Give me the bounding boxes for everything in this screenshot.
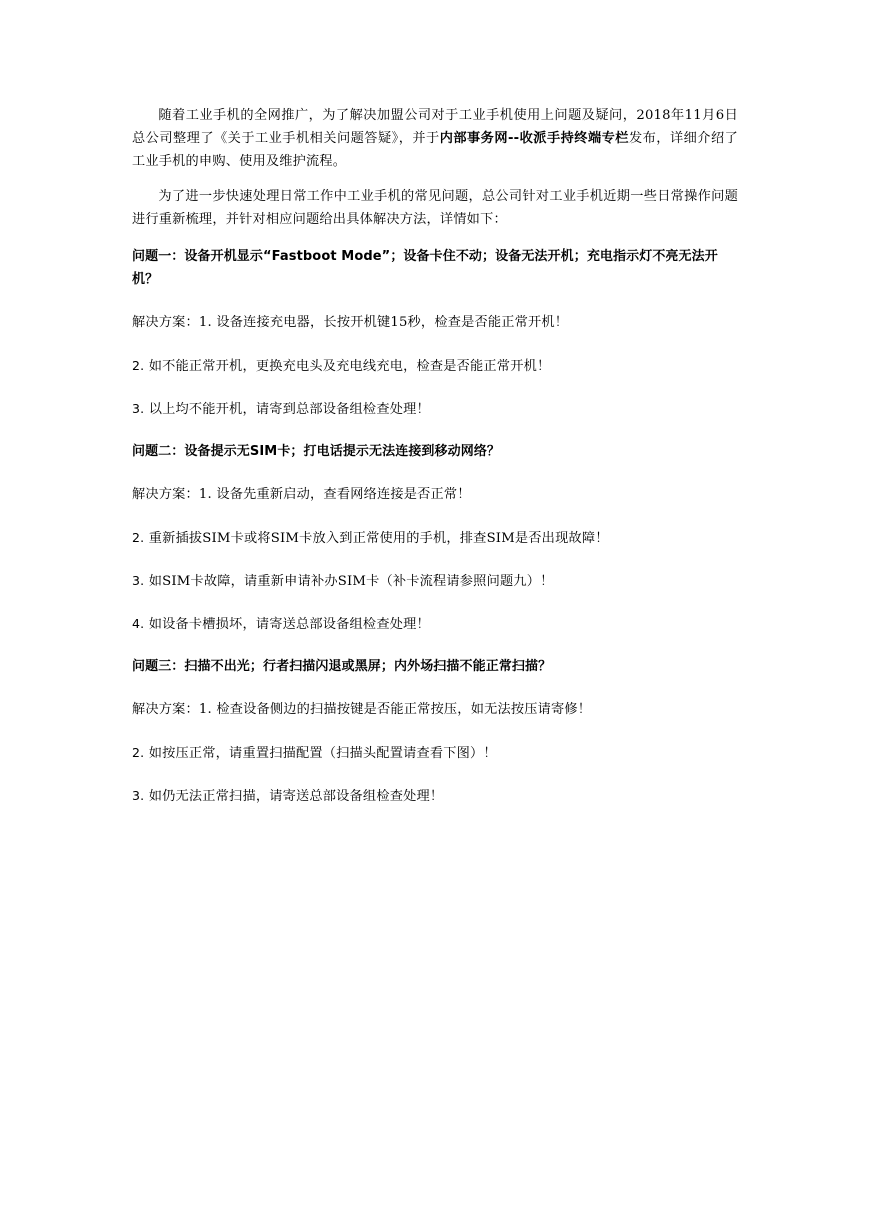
intro-paragraph-1: 随着工业手机的全网推广，为了解决加盟公司对于工业手机使用上问题及疑问，2018年11月6日总公司整理了《关于工业手机相关问题答疑》，并于内部事务网--收派手持终端专栏发布，详细介绍了工业手机的申购、使用及维护流程。 bbox=[132, 108, 738, 169]
solution-2-step-1: 解决方案：1. 设备先重新启动，查看网络连接是否正常！ bbox=[132, 487, 471, 502]
intro-bold-link-text: 内部事务网--收派手持终端专栏 bbox=[439, 131, 629, 146]
intro-paragraph-2: 为了进一步快速处理日常工作中工业手机的常见问题，总公司针对工业手机近期一些日常操作问题进行重新梳理，并针对相应问题给出具体解决方法，详情如下： bbox=[132, 189, 738, 227]
question-1-heading: 问题一：设备开机显示“Fastboot Mode”；设备卡住不动；设备无法开机；充电指示灯不亮无法开机？ bbox=[132, 249, 718, 287]
solution-3-step-1: 解决方案：1. 检查设备侧边的扫描按键是否能正常按压，如无法按压请寄修！ bbox=[132, 702, 592, 717]
question-3-heading: 问题三：扫描不出光；行者扫描闪退或黑屏；内外场扫描不能正常扫描？ bbox=[132, 659, 552, 674]
solution-1-step-3: 3. 以上均不能开机，请寄到总部设备组检查处理！ bbox=[132, 401, 430, 417]
solution-2-step-3: 3. 如SIM卡故障，请重新申请补办SIM卡（补卡流程请参照问题九）！ bbox=[132, 573, 554, 589]
solution-3-step-2: 2. 如按压正常，请重置扫描配置（扫描头配置请查看下图）！ bbox=[132, 745, 497, 761]
question-2-heading: 问题二：设备提示无SIM卡；打电话提示无法连接到移动网络？ bbox=[132, 444, 501, 459]
solution-2-step-4: 4. 如设备卡槽损坏，请寄送总部设备组检查处理！ bbox=[132, 616, 430, 632]
solution-2-step-2: 2. 重新插拔SIM卡或将SIM卡放入到正常使用的手机，排查SIM是否出现故障！ bbox=[132, 530, 609, 546]
solution-1-step-2: 2. 如不能正常开机，更换充电头及充电线充电，检查是否能正常开机！ bbox=[132, 358, 551, 374]
solution-3-step-3: 3. 如仍无法正常扫描，请寄送总部设备组检查处理！ bbox=[132, 788, 444, 804]
solution-1-step-1: 解决方案：1. 设备连接充电器，长按开机键15秒，检查是否能正常开机！ bbox=[132, 315, 569, 330]
document-body bbox=[132, 104, 738, 807]
